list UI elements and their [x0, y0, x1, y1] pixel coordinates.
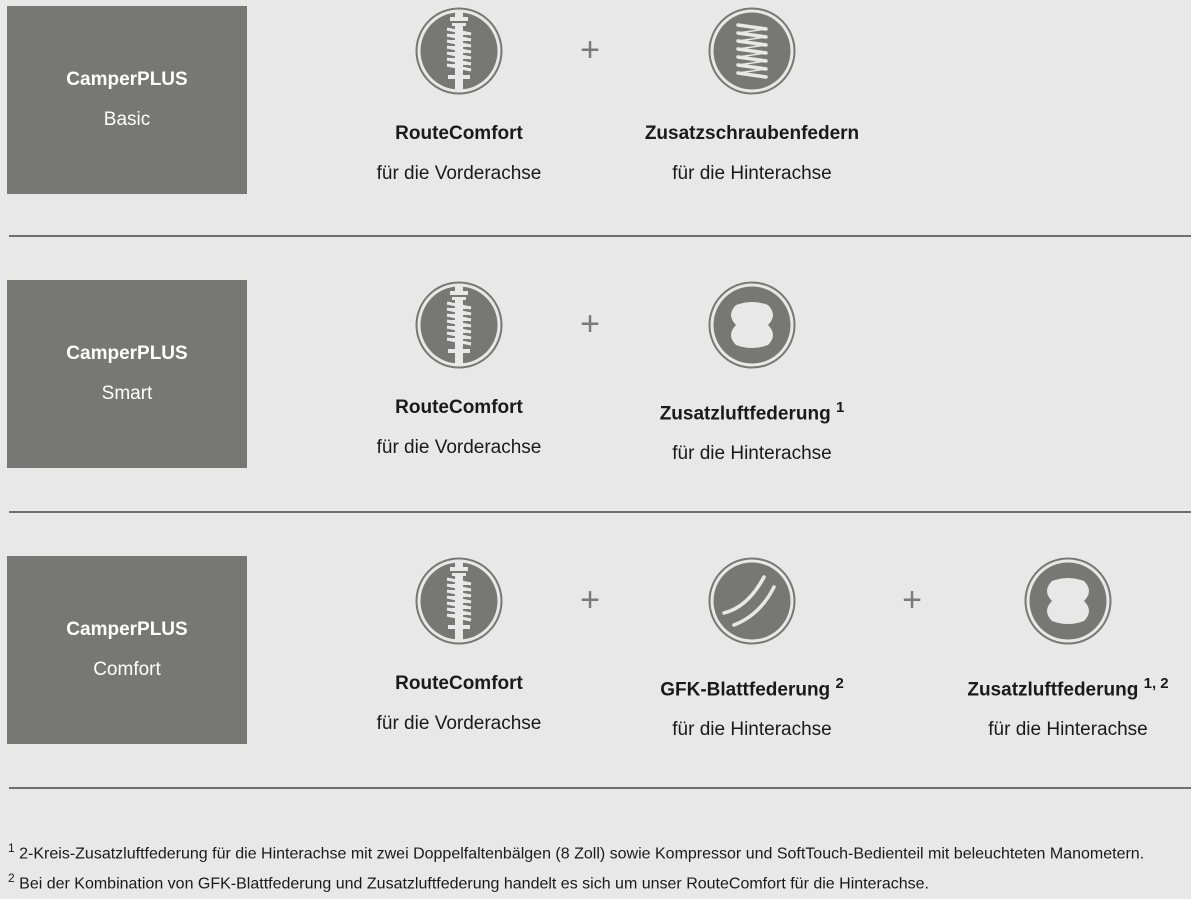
leaf-spring-icon	[708, 557, 796, 645]
footnote: $^2$ Bei der Kombination von GFK-Blattfederung und Zusatzluftfederung handelt es sich um unser RouteComfort für die Hinterachse.	[8, 871, 929, 893]
package-box-smart	[7, 280, 247, 468]
component-title: Zusatzluftfederung $^{1, 2}$	[967, 675, 1169, 701]
plus-sign: +	[580, 31, 600, 69]
component-air-suspension	[622, 281, 882, 466]
row-separator	[9, 787, 1191, 789]
footnote-ref: 1	[835, 399, 845, 416]
package-name: CamperPLUS	[66, 619, 188, 640]
component-title: RouteComfort	[395, 397, 523, 418]
footnote-mark: 2	[8, 871, 15, 885]
component-routecomfort	[329, 557, 589, 736]
component-coil-springs	[622, 7, 882, 186]
component-subtitle: für die Vorderachse	[376, 713, 542, 734]
component-subtitle: für die Hinterachse	[988, 719, 1148, 741]
row-separator	[9, 235, 1191, 237]
shock-absorber-icon	[415, 557, 503, 645]
plus-sign: +	[580, 581, 600, 619]
component-routecomfort	[329, 7, 589, 186]
component-routecomfort	[329, 281, 589, 460]
shock-absorber-icon	[415, 7, 503, 95]
air-bellows-icon	[1024, 557, 1112, 645]
plus-sign: +	[580, 305, 600, 343]
package-box-comfort	[7, 556, 247, 744]
package-tier: Smart	[101, 383, 153, 404]
air-bellows-icon	[708, 281, 796, 369]
package-tier: Basic	[103, 109, 151, 130]
package-tier: Comfort	[93, 659, 161, 680]
component-title: GFK-Blattfederung $^2$	[660, 675, 844, 701]
footnote: $^1$ 2-Kreis-Zusatzluftfederung für die Hinterachse mit zwei Doppelfaltenbälgen (8 Zoll) sowie Kompressor und SoftTouch-Bedienteil mit beleuchteten Manometern.	[8, 841, 1145, 863]
package-box-basic	[7, 6, 247, 194]
component-title: RouteComfort	[395, 123, 523, 144]
component-subtitle: für die Hinterachse	[672, 719, 832, 741]
component-subtitle: für die Hinterachse	[672, 443, 832, 465]
component-subtitle: für die Vorderachse	[376, 437, 542, 458]
footnote-ref: 2	[835, 675, 844, 692]
component-title: RouteComfort	[395, 673, 523, 694]
component-gfk-leaf-spring	[622, 557, 882, 742]
component-title: Zusatzschraubenfedern	[644, 123, 860, 144]
row-separator	[9, 511, 1191, 513]
component-subtitle: für die Hinterachse	[672, 163, 832, 184]
package-name: CamperPLUS	[66, 343, 188, 364]
component-subtitle: für die Vorderachse	[376, 163, 542, 184]
package-name: CamperPLUS	[66, 69, 188, 90]
component-air-suspension	[938, 557, 1191, 742]
component-title: Zusatzluftfederung $^1$	[659, 399, 845, 425]
footnote-mark: 1	[8, 841, 15, 855]
plus-sign: +	[902, 581, 922, 619]
shock-absorber-icon	[415, 281, 503, 369]
coil-spring-icon	[708, 7, 796, 95]
footnote-ref: 1, 2	[1143, 675, 1169, 692]
